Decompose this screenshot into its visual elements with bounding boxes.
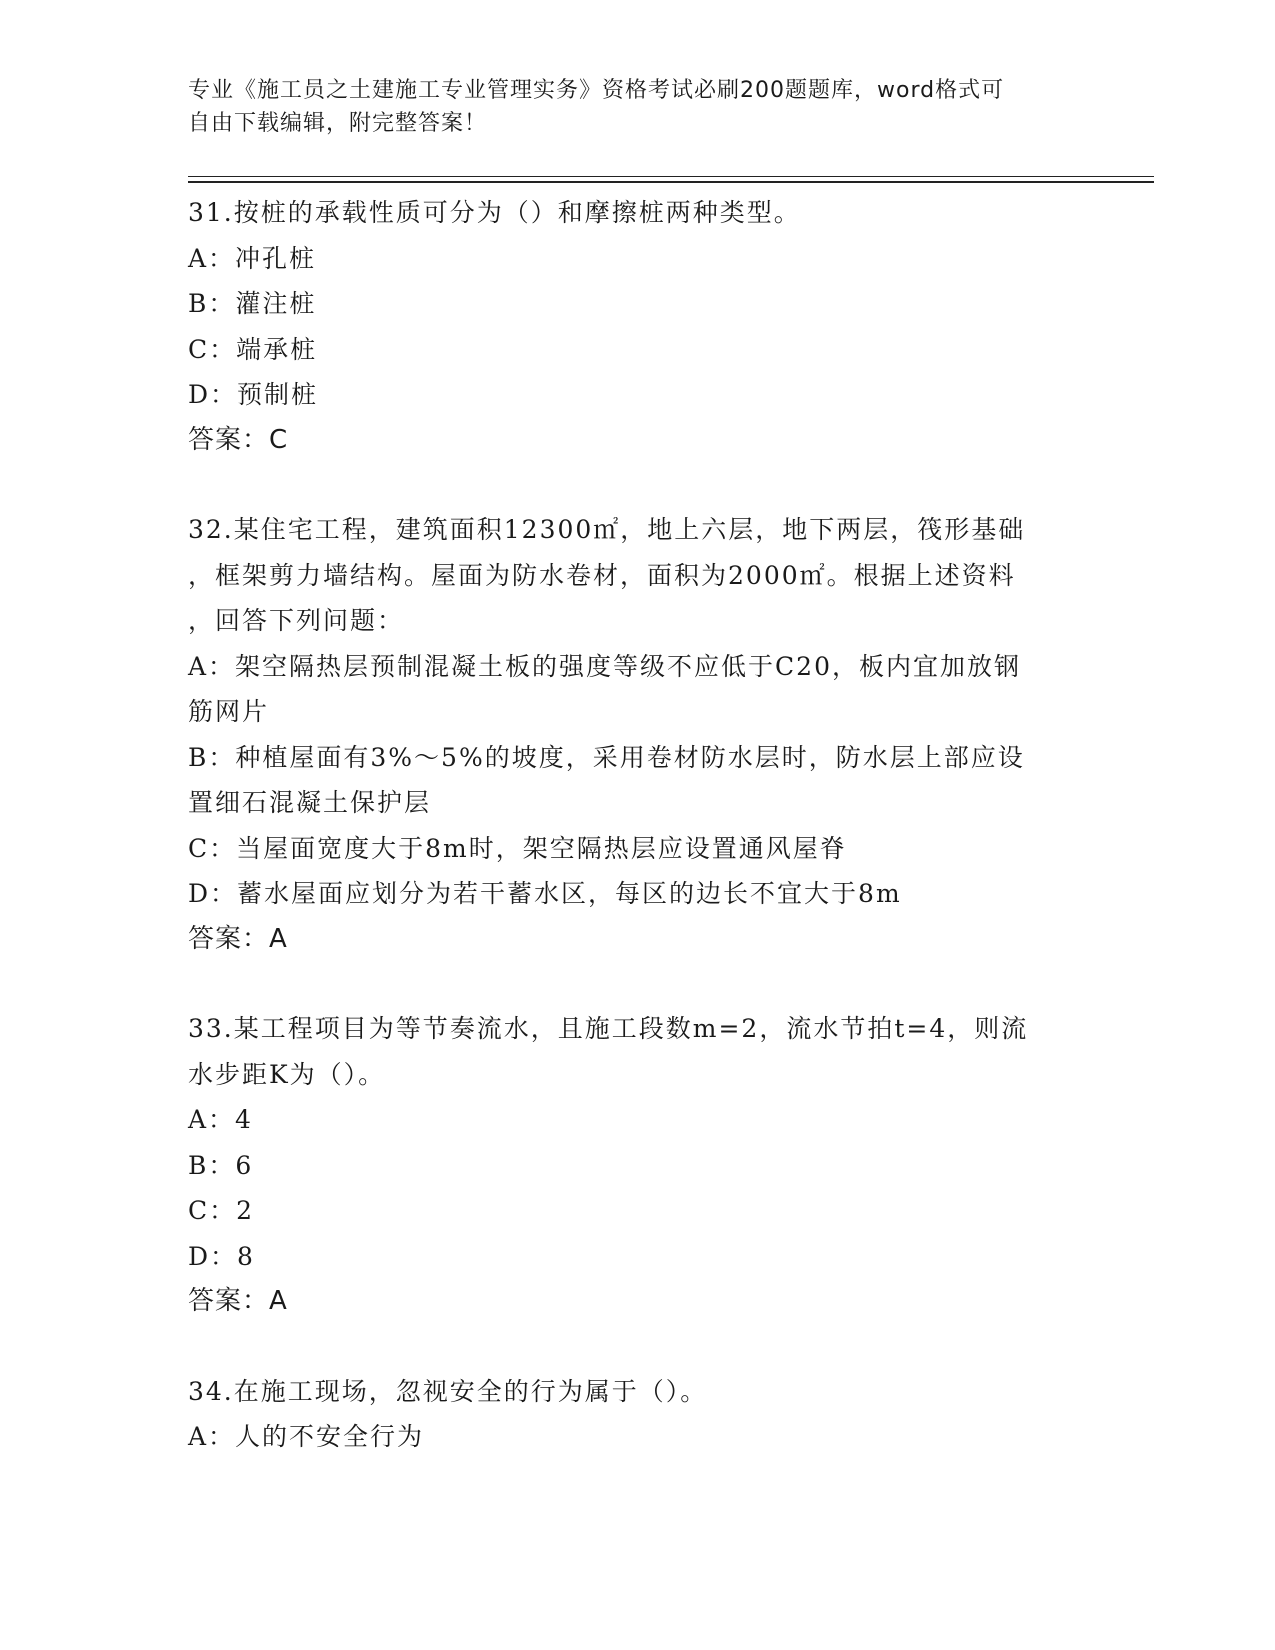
- question-stem-continued: ，回答下列问题：: [188, 606, 405, 635]
- option-c: C：端承桩: [188, 334, 318, 364]
- option-a: A：架空隔热层预制混凝土板的强度等级不应低于C20，板内宜加放钢: [188, 651, 1021, 681]
- header-line-2: 自由下载编辑，附完整答案！: [188, 111, 488, 136]
- answer-label: 答案：A: [188, 1286, 288, 1316]
- option-d: D：蓄水屋面应划分为若干蓄水区，每区的边长不宜大于8m: [188, 879, 902, 908]
- answer-label: 答案：A: [188, 923, 288, 954]
- question-stem: 34.在施工现场，忽视安全的行为属于（）。: [188, 1376, 708, 1406]
- header-divider-thin: [188, 176, 1154, 177]
- option-a: A：4: [188, 1105, 253, 1134]
- option-b: B：6: [188, 1150, 254, 1180]
- option-a: A：人的不安全行为: [188, 1422, 425, 1451]
- question-list: [188, 190, 1088, 1460]
- question-stem: 33.某工程项目为等节奏流水，且施工段数m=2，流水节拍t=4，则流: [188, 1014, 1029, 1043]
- option-a: A：冲孔桩: [188, 243, 317, 273]
- question-stem-continued: ，框架剪力墙结构。屋面为防水卷材，面积为2000㎡。根据上述资料: [188, 560, 1016, 590]
- option-b-continued: 置细石混凝土保护层: [188, 788, 432, 817]
- document-header: [188, 74, 1068, 140]
- question-block: [188, 1369, 1088, 1460]
- question-spacer: [188, 1325, 1088, 1369]
- question-block: [188, 1006, 1088, 1325]
- question-stem: 32.某住宅工程，建筑面积12300㎡，地上六层，地下两层，筏形基础: [188, 515, 1026, 544]
- option-b: B：灌注桩: [188, 289, 317, 318]
- question-stem-continued: 水步距K为（）。: [188, 1059, 386, 1089]
- question-spacer: [188, 962, 1088, 1006]
- option-d: D：预制桩: [188, 380, 319, 409]
- header-line-1: 专业《施工员之土建施工专业管理实务》资格考试必刷200题题库，word格式可: [188, 78, 1005, 103]
- question-stem: 31.按桩的承载性质可分为（）和摩擦桩两种类型。: [188, 198, 801, 227]
- header-divider-thick: [188, 181, 1154, 183]
- question-block: [188, 507, 1088, 962]
- option-c: C：当屋面宽度大于8m时，架空隔热层应设置通风屋脊: [188, 833, 847, 863]
- option-d: D：8: [188, 1241, 255, 1271]
- answer-label: 答案：C: [188, 424, 289, 455]
- option-a-continued: 筋网片: [188, 697, 270, 726]
- question-spacer: [188, 463, 1088, 507]
- question-block: [188, 190, 1088, 463]
- option-b: B：种植屋面有3%～5%的坡度，采用卷材防水层时，防水层上部应设: [188, 742, 1025, 772]
- option-c: C：2: [188, 1196, 255, 1225]
